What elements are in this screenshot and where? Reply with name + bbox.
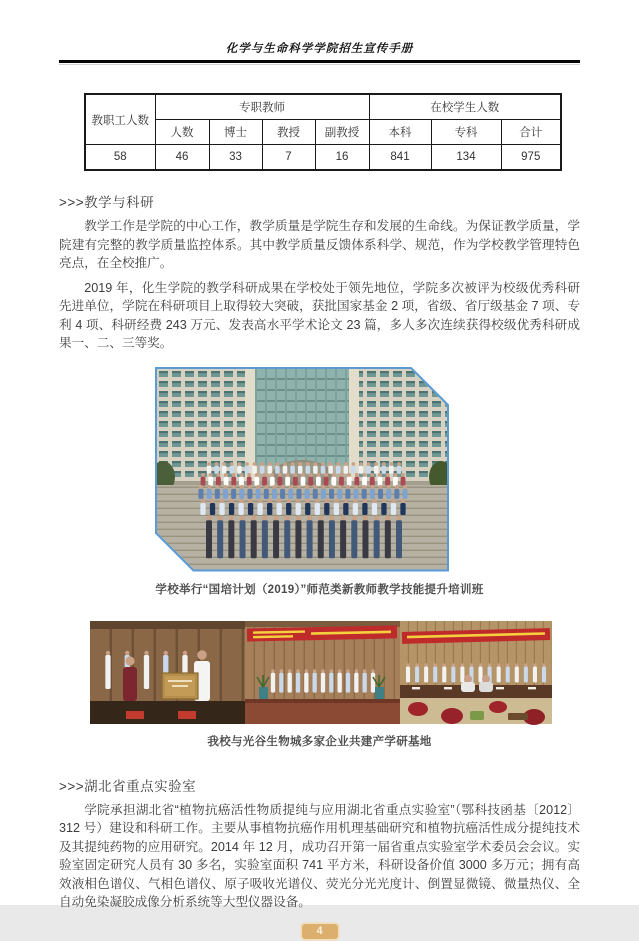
- stats-subheader: 专科: [431, 120, 501, 145]
- stats-value: 46: [155, 145, 209, 171]
- stats-subheader: 教授: [262, 120, 315, 145]
- red-chair: [408, 702, 428, 716]
- golden-plaque: [162, 673, 198, 699]
- red-sign: [126, 711, 144, 719]
- books: [508, 713, 528, 720]
- paragraph: 学院承担湖北省“植物抗癌活性物质提纯与应用湖北省重点实验室”（鄂科技函基〔2012〕312 号）建设和科研工作。主要从事植物抗癌作用机理基础研究和植物抗癌活性成分提纯技术及其提纯药物的应用研究。2014 年 12 月，成功召开第一届省重点实验室学术委员会会议。实验室固定研究人员有 30 多名，实验室面积 741 平方米，科研设备价值 3000 多万元；拥有高效液相色谱仪、气相色谱仪、原子吸收光谱仪、荧光分光光度计、倒置显微镜、微量热仪、全自动免染凝胶成像分析系统等大型仪器设备。: [59, 802, 580, 909]
- photo-plaque-unveiling: [90, 621, 245, 724]
- photo-industry-bases: [90, 621, 552, 724]
- seated-signer: [461, 682, 475, 692]
- red-chair: [489, 701, 507, 713]
- stats-subheader: 副教授: [315, 120, 369, 145]
- photo-training-class: [155, 367, 449, 572]
- photo-signing-hall: [400, 621, 552, 724]
- staff-student-stats-table: [84, 93, 562, 171]
- stats-subheader: 人数: [155, 120, 209, 145]
- header-rule: [59, 60, 580, 63]
- conference-table: [400, 685, 552, 698]
- person-darkred: [123, 667, 137, 701]
- stats-value: 841: [369, 145, 431, 171]
- page-number-badge: 4: [300, 922, 340, 941]
- paragraph: 教学工作是学院的中心工作，教学质量是学院生存和发展的生命线。为保证教学质量，学院建有完整的教学质量监控体系。其中教学质量反馈体系科学、规范，作为学校教学管理特色亮点，在全校推广。: [59, 219, 580, 270]
- section-heading-teaching-research: >>>教学与科研: [59, 195, 155, 210]
- stats-subheader: 博士: [209, 120, 262, 145]
- section-heading-key-laboratory: >>>湖北省重点实验室: [59, 778, 197, 794]
- red-chair: [441, 708, 463, 724]
- group-photo-illustration: [157, 369, 447, 570]
- photo-training-class-image: [157, 369, 447, 570]
- page-header-title: 化学与生命科学学院招生宣传手册: [225, 41, 414, 55]
- photo-caption-training: 学校举行“国培计划（2019）”师范类新教师教学技能提升培训班: [155, 583, 484, 596]
- stats-value: 58: [85, 145, 155, 171]
- stats-subheader: 本科: [369, 120, 431, 145]
- stats-subheader: 合计: [501, 120, 561, 145]
- photo-caption-industry-bases: 我校与光谷生物城多家企业共建产学研基地: [207, 735, 432, 748]
- paragraph: 2019 年，化生学院的教学科研成果在学校处于领先地位，学院多次被评为校级优秀科研先进单位，学院在科研项目上取得较大突破，获批国家基金 2 项，省级、省厅级基金 7 项、专利 4 项、科研经费 243 万元、发表高水平学术论文 23 篇，多人多次连续获得校级优秀科研成果一、二、三等奖。: [59, 280, 580, 350]
- stats-value: 33: [209, 145, 262, 171]
- footer: [59, 921, 580, 941]
- seated-signer: [479, 682, 493, 692]
- photo-stage-ceremony: [245, 621, 400, 724]
- header-rule-shadow: [59, 64, 580, 65]
- stats-value: 7: [262, 145, 315, 171]
- stats-header-staff-total: 教职工人数: [85, 94, 155, 145]
- stats-header-fulltime-teachers: 专职教师: [155, 94, 369, 120]
- red-sign: [178, 711, 196, 719]
- stats-value: 16: [315, 145, 369, 171]
- green-cup: [470, 711, 484, 720]
- building-glass-curtain: [255, 369, 349, 465]
- stats-value: 975: [501, 145, 561, 171]
- stats-value: 134: [431, 145, 501, 171]
- stats-value-row: [85, 145, 561, 171]
- stats-header-enrolled-students: 在校学生人数: [369, 94, 561, 120]
